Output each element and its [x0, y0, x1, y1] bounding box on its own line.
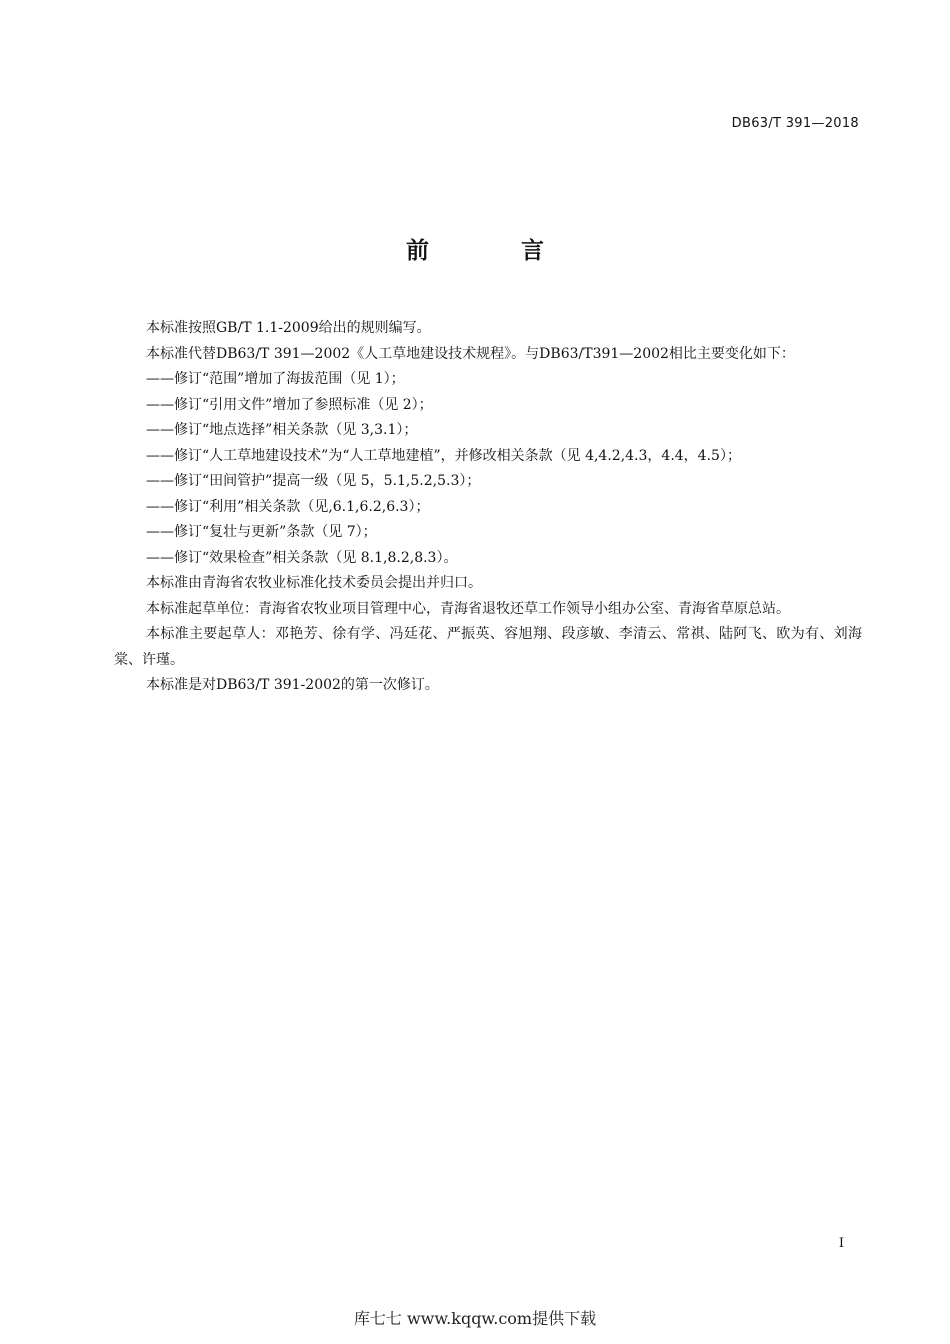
change-item: ——修订“范围”增加了海拔范围（见 1）；: [146, 371, 405, 387]
page-number: I: [838, 1236, 844, 1251]
standard-code: DB63/T 391—2018: [731, 116, 859, 131]
page-title: 前 言: [405, 238, 586, 264]
change-item: ——修订“效果检查”相关条款（见 8.1,8.2,8.3）。: [146, 549, 458, 566]
change-item: ——修订“利用”相关条款（见,6.1,6.2,6.3）；: [146, 498, 430, 515]
change-item: ——修订“地点选择”相关条款（见 3,3.1）；: [146, 422, 418, 438]
paragraph-revision-note: 本标准是对DB63/T 391-2002的第一次修订。: [146, 677, 439, 693]
paragraph-replacement: 本标准代替DB63/T 391—2002《人工草地建设技术规程》。与DB63/T391—2002相比主要变化如下：: [146, 345, 795, 362]
document-body: [114, 316, 862, 699]
paragraph-drafting-units: 本标准起草单位：青海省农牧业项目管理中心，青海省退牧还草工作领导小组办公室、青海省草原总站。: [146, 600, 790, 617]
paragraph-drafting-rules: 本标准按照GB/T 1.1-2009给出的规则编写。: [146, 320, 431, 336]
footer-watermark: 库七七 www.kqqw.com提供下载: [353, 1309, 597, 1328]
change-item: ——修订“人工草地建设技术”为“人工草地建植”，并修改相关条款（见 4,4.2,4.3，4.4，4.5）；: [146, 447, 741, 464]
change-item: ——修订“田间管护”提高一级（见 5，5.1,5.2,5.3）；: [146, 473, 481, 489]
paragraph-proposer: 本标准由青海省农牧业标准化技术委员会提出并归口。: [146, 575, 482, 591]
change-item: ——修订“引用文件”增加了参照标准（见 2）；: [146, 396, 433, 413]
paragraph-drafters: 本标准主要起草人：邓艳芳、徐有学、冯廷花、严振英、容旭翔、段彦敏、李清云、常祺、陆阿飞、欧为有、刘海棠、许瑾。: [114, 626, 862, 668]
change-item: ——修订“复壮与更新”条款（见 7）；: [146, 524, 377, 540]
